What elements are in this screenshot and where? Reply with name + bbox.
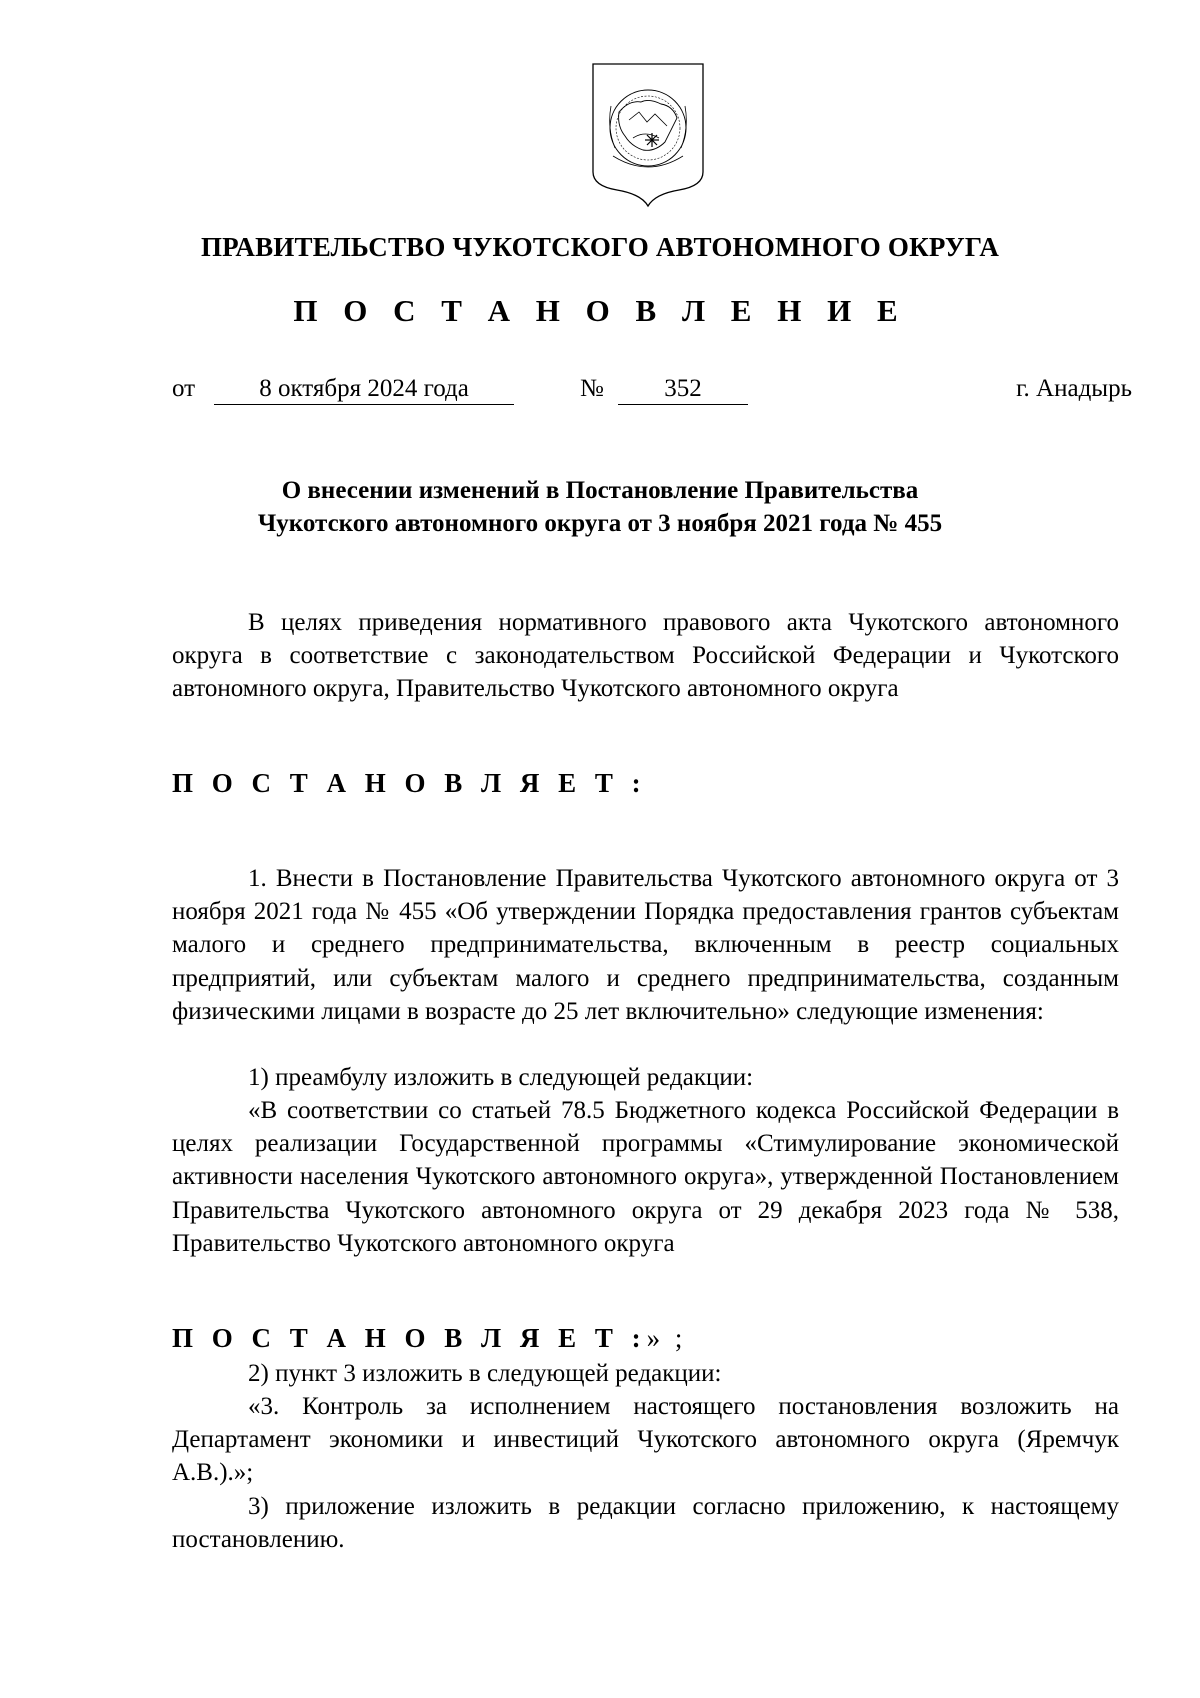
item-1-quote-paragraph: «В соответствии со статьей 78.5 Бюджетного кодекса Российской Федерации в целях реализации Государственной программы «Стимулирование экономической активности населения Чукотского автономного округа», утвержденной Постановлением Правительства Чукотского автономного округа от 29 декабря 2023 года № 538, Правительство Чукотского автономного округа xyxy=(172,1097,1119,1257)
resolves-quoted-heading xyxy=(172,1323,686,1354)
coat-of-arms-icon xyxy=(589,60,707,208)
resolves-quoted-tail: » ; xyxy=(646,1323,687,1353)
preamble-paragraph: В целях приведения нормативного правового акта Чукотского автономного округа в соответствие с законодательством Российской Федерации и Чукотского автономного округа, Правительство Чукотского автономного округа xyxy=(172,609,1119,703)
resolves-heading: П О С Т А Н О В Л Я Е Т : xyxy=(172,768,647,798)
subject-line-2: Чукотского автономного округа от 3 ноября 2021 года № 455 xyxy=(257,510,943,537)
item-2-quote-paragraph: «3. Контроль за исполнением настоящего постановления возложить на Департамент экономики и инвестиций Чукотского автономного округа (Яремчук А.В.).»; xyxy=(172,1393,1119,1487)
document-type: П О С Т А Н О В Л Е Н И Е xyxy=(293,293,907,328)
date-prefix: от xyxy=(172,375,196,402)
point-1-paragraph: 1. Внести в Постановление Правительства Чукотского автономного округа от 3 ноября 2021 года № 455 «Об утверждении Порядка предоставления грантов субъектам малого и среднего предпринимательства, включенным в реестр социальных предприятий, или субъектам малого и среднего предпринимательства, созданным физическими лицами в возрасте до 25 лет включительно» следующие изменения: xyxy=(172,865,1119,1025)
organization-title: ПРАВИТЕЛЬСТВО ЧУКОТСКОГО АВТОНОМНОГО ОКРУГА xyxy=(200,232,1000,262)
document-meta-row xyxy=(172,375,1132,415)
item-1-paragraph: 1) преамбулу изложить в следующей редакции: xyxy=(248,1064,754,1091)
document-number: 352 xyxy=(618,375,748,405)
subject-line-1: О внесении изменений в Постановление Правительства xyxy=(281,477,919,504)
number-prefix: № xyxy=(580,375,604,402)
item-2-paragraph: 2) пункт 3 изложить в следующей редакции: xyxy=(248,1360,722,1387)
document-subject xyxy=(0,474,1200,540)
document-date: 8 октября 2024 года xyxy=(214,375,514,405)
document-city: г. Анадырь xyxy=(1016,375,1132,402)
resolves-quoted-text: П О С Т А Н О В Л Я Е Т : xyxy=(172,1323,647,1353)
item-3-paragraph: 3) приложение изложить в редакции согласно приложению, к настоящему постановлению. xyxy=(172,1493,1119,1554)
